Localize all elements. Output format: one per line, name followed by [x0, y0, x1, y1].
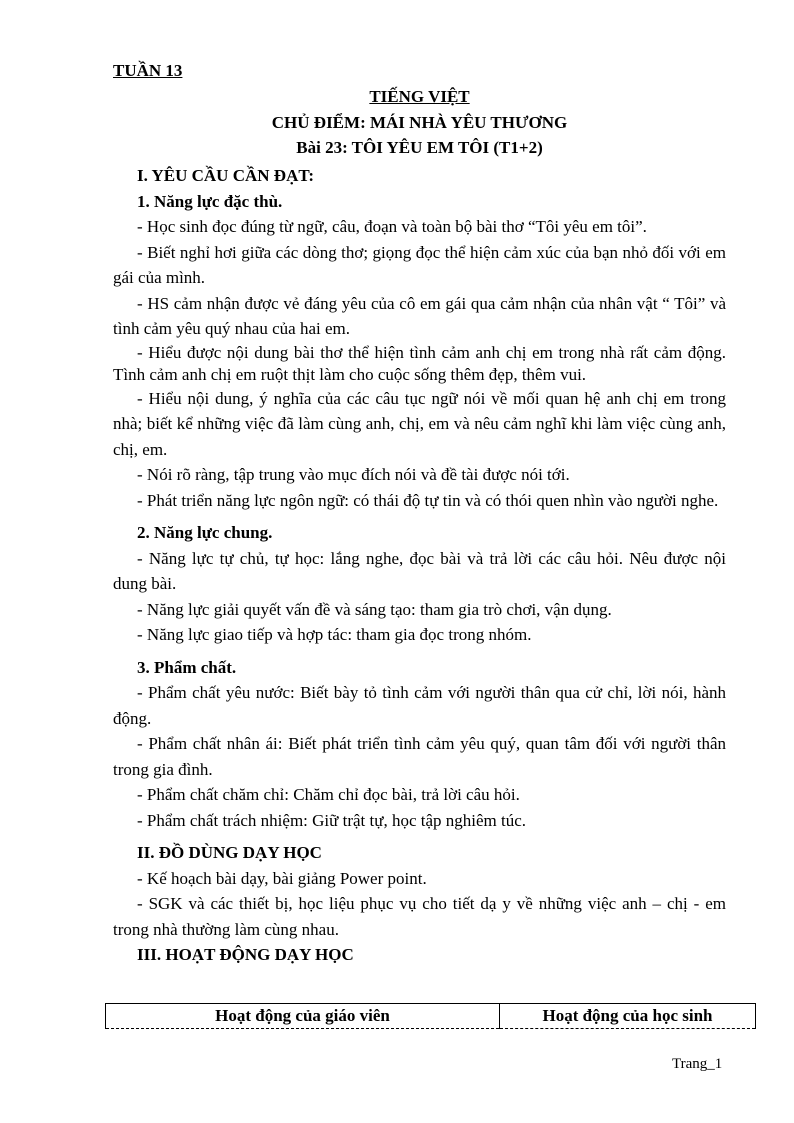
- paragraph: - Phát triển năng lực ngôn ngữ: có thái độ tự tin và có thói quen nhìn vào người nghe.: [137, 490, 719, 510]
- activity-table: [105, 1003, 756, 1029]
- subject-title: TIẾNG VIỆT: [369, 87, 470, 106]
- paragraph: - HS cảm nhận được vẻ đáng yêu của cô em gái qua cảm nhận của nhân vật “ Tôi” và tình cảm yêu quý nhau của hai em.: [113, 293, 726, 338]
- paragraph: - Năng lực tự chủ, tự học: lắng nghe, đọc bài và trả lời các câu hỏi. Nêu được nội dung bài.: [113, 548, 726, 593]
- paragraph: - Phẩm chất trách nhiệm: Giữ trật tự, học tập nghiêm túc.: [137, 810, 527, 830]
- paragraph: - Học sinh đọc đúng từ ngữ, câu, đoạn và toàn bộ bài thơ “Tôi yêu em tôi”.: [137, 217, 647, 236]
- paragraph: - Năng lực giải quyết vấn đề và sáng tạo: tham gia trò chơi, vận dụng.: [137, 599, 612, 619]
- paragraph: - Phẩm chất nhân ái: Biết phát triển tình cảm yêu quý, quan tâm đối với người thân trong gia đình.: [113, 734, 726, 779]
- paragraph: - Phẩm chất yêu nước: Biết bày tỏ tình cảm với người thân qua cử chỉ, lời nói, hành động.: [113, 683, 726, 728]
- paragraph: - Kế hoạch bài dạy, bài giảng Power point.: [137, 868, 427, 888]
- lesson-title: Bài 23: TÔI YÊU EM TÔI (T1+2): [296, 138, 543, 157]
- paragraph: - SGK và các thiết bị, học liệu phục vụ cho tiết dạ y về những việc anh – chị - em trong nhà thường làm cùng nhau.: [113, 894, 726, 939]
- document-body: [113, 163, 726, 968]
- paragraph: - Biết nghỉ hơi giữa các dòng thơ; giọng đọc thể hiện cảm xúc của bạn nhỏ đối với em gái của mình.: [113, 242, 726, 287]
- paragraph: - Phẩm chất chăm chỉ: Chăm chỉ đọc bài, trả lời câu hỏi.: [137, 785, 520, 804]
- section-heading: 2. Năng lực chung.: [137, 523, 273, 542]
- paragraph: - Hiểu được nội dung bài thơ thể hiện tình cảm anh chị em trong nhà rất cảm động. Tình cảm anh chị em ruột thịt làm cho cuộc sống thêm đẹp, thêm vui.: [113, 342, 726, 384]
- section-heading: II. ĐỒ DÙNG DẠY HỌC: [137, 843, 322, 862]
- section-heading: III. HOẠT ĐỘNG DẠY HỌC: [137, 945, 354, 964]
- section-heading: I. YÊU CẦU CẦN ĐẠT:: [137, 166, 315, 185]
- teacher-activity-header: Hoạt động của giáo viên: [106, 1004, 500, 1029]
- theme-title: CHỦ ĐIỂM: MÁI NHÀ YÊU THƯƠNG: [271, 113, 568, 132]
- paragraph: - Năng lực giao tiếp và hợp tác: tham gia đọc trong nhóm.: [137, 625, 532, 644]
- student-activity-header: Hoạt động của học sinh: [500, 1004, 756, 1029]
- paragraph: - Nói rõ ràng, tập trung vào mục đích nói và đề tài được nói tới.: [137, 465, 570, 484]
- page-number: Trang_1: [672, 1056, 723, 1072]
- section-heading: 1. Năng lực đặc thù.: [137, 191, 283, 211]
- week-label: TUẦN 13: [113, 61, 183, 80]
- section-heading: 3. Phẩm chất.: [137, 657, 237, 677]
- paragraph: - Hiểu nội dung, ý nghĩa của các câu tục ngữ nói về mối quan hệ anh chị em trong nhà; biết kể những việc đã làm cùng anh, chị, em và nêu cảm nghĩ khi làm việc cùng anh, chị, em.: [113, 388, 726, 459]
